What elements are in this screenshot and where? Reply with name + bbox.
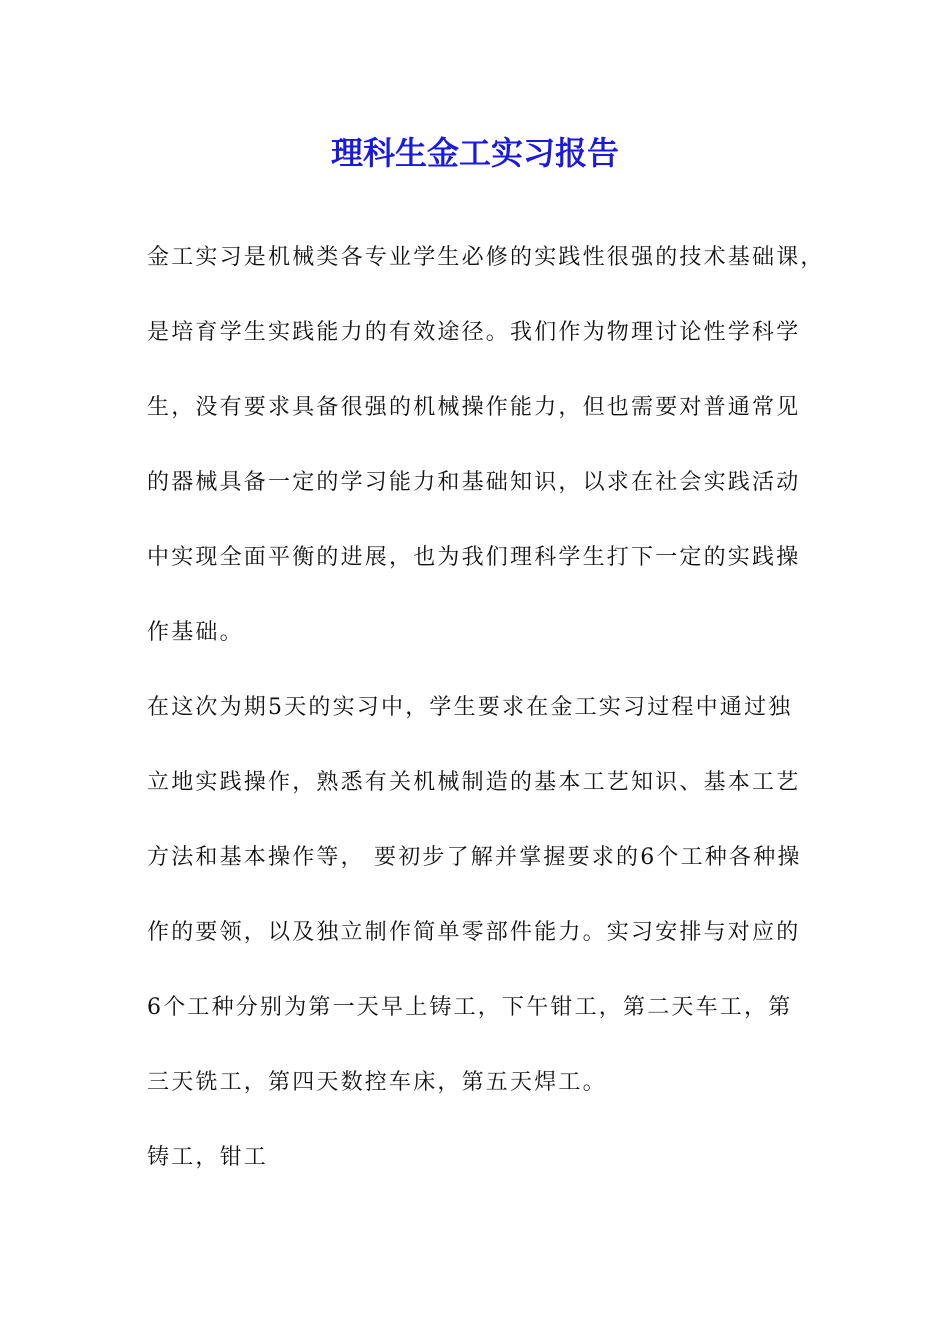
paragraph-line: 的器械具备一定的学习能力和基础知识，以求在社会实践活动 <box>147 470 801 495</box>
paragraph-line: 在这次为期5天的实习中，学生要求在金工实习过程中通过独 <box>147 695 793 720</box>
paragraph-line: 金工实习是机械类各专业学生必修的实践性很强的技术基础课， <box>147 245 825 270</box>
paragraph-line: 作的要领，以及独立制作简单零部件能力。实习安排与对应的 <box>147 920 801 945</box>
paragraph-line: 生，没有要求具备很强的机械操作能力，但也需要对普通常见 <box>147 395 801 420</box>
paragraph-line: 三天铣工，第四天数控车床，第五天焊工。 <box>147 1070 607 1095</box>
paragraph-line: 铸工，钳工 <box>147 1145 269 1170</box>
paragraph-line: 立地实践操作，熟悉有关机械制造的基本工艺知识、基本工艺 <box>147 770 801 795</box>
paragraph-line: 方法和基本操作等， 要初步了解并掌握要求的6个工种各种操 <box>147 845 802 870</box>
paragraph-line: 是培育学生实践能力的有效途径。我们作为物理讨论性学科学 <box>147 320 801 345</box>
paragraph-intro <box>147 220 827 670</box>
paragraph-line: 6个工种分别为第一天早上铸工，下午钳工，第二天车工，第 <box>147 995 793 1020</box>
section-heading-casting-fitting <box>147 1120 827 1195</box>
paragraph-line: 作基础。 <box>147 620 244 645</box>
paragraph-line: 中实现全面平衡的进展，也为我们理科学生打下一定的实践操 <box>147 545 801 570</box>
document-title: 理科生金工实习报告 <box>330 134 619 172</box>
paragraph-schedule <box>147 670 827 1120</box>
